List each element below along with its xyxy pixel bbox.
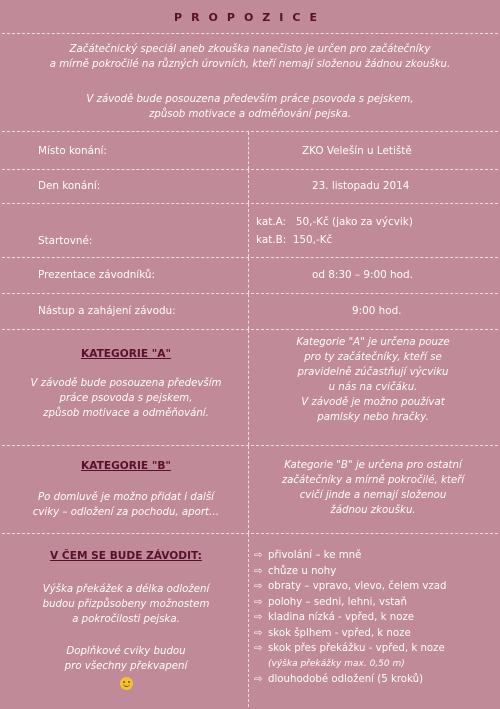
fee-label: Startovné:: [38, 235, 93, 247]
text-line: žádnou zkoušku.: [330, 505, 416, 516]
text-line: Kategorie "B" je určena pro ostatní: [284, 460, 462, 471]
arrow-right-icon: ⇨: [254, 565, 263, 577]
category-a-right-text: [250, 335, 496, 425]
arrow-right-icon: ⇨: [254, 627, 263, 639]
list-item: [254, 641, 446, 657]
category-b-title: KATEGORIE "B": [81, 460, 171, 472]
intro-paragraph-1: [12, 42, 488, 72]
place-label: Místo konání:: [38, 145, 107, 157]
arrow-right-icon: ⇨: [254, 581, 263, 592]
text-line: práce psovoda s pejskem,: [59, 393, 193, 404]
text-line: budou přizpůsobeny možnostem: [42, 599, 210, 610]
registration-value: od 8:30 – 9:00 hod.: [312, 269, 413, 281]
list-item: [254, 548, 446, 564]
intro-paragraph-2: [12, 92, 488, 122]
list-item: [254, 610, 446, 626]
list-item: [254, 595, 446, 611]
place-value: ZKO Velešín u Letiště: [302, 145, 412, 157]
info-row-fee: [2, 204, 498, 258]
events-left-text-1: [4, 582, 248, 627]
column-divider: [248, 330, 249, 445]
fee-value-a: kat.A: 50,-Kč (jako za výcvik): [256, 216, 413, 228]
list-item: [254, 564, 446, 580]
category-a-section: [2, 330, 498, 446]
text-line: cvičí jinde a nemají složenou: [299, 490, 447, 501]
list-item: [254, 672, 446, 688]
obstacle-height-note: (výška překážky max. 0,50 m): [268, 658, 405, 669]
category-b-right-text: [250, 458, 496, 518]
registration-label: Prezentace závodníků:: [38, 269, 155, 281]
page-title: PROPOZICE: [174, 11, 326, 24]
list-item-text: polohy – sedni, lehni, vstaň: [268, 596, 407, 608]
arrow-right-icon: ⇨: [254, 550, 263, 561]
intro-line: Začátečnický speciál aneb zkouška nanečisto je určen pro začátečníky: [69, 44, 431, 55]
arrow-right-icon: ⇨: [254, 674, 263, 685]
list-item: [254, 579, 446, 595]
column-divider: [248, 204, 249, 257]
fee-value-b: kat.B: 150,-Kč: [256, 234, 333, 246]
events-left-text-2: [4, 644, 248, 691]
events-title: V ČEM SE BUDE ZÁVODIT:: [50, 550, 202, 562]
text-line: pamlsky nebo hračky.: [317, 412, 429, 423]
info-row-start: [2, 294, 498, 330]
column-divider: [248, 170, 249, 203]
list-item-text: chůze u nohy: [268, 565, 337, 577]
text-line: Po domluvě je možno přidat i další: [37, 492, 214, 503]
column-divider: [248, 446, 249, 533]
events-list: [254, 548, 446, 688]
list-item: [254, 626, 446, 642]
text-line: Výška překážek a délka odložení: [42, 584, 210, 595]
text-line: pro všechny překvapení: [64, 661, 188, 672]
info-row-registration: [2, 258, 498, 294]
arrow-right-icon: ⇨: [254, 612, 263, 623]
info-row-place: [2, 132, 498, 170]
text-line: a pokročilosti pejska.: [72, 614, 180, 625]
date-label: Den konání:: [38, 180, 101, 192]
intro-line: V závodě bude posouzena především práce psovoda s pejskem,: [86, 94, 414, 105]
list-item-text: kladina nízká - vpřed, k noze: [268, 612, 415, 623]
smiley-icon: [120, 677, 133, 690]
column-divider: [248, 258, 249, 293]
text-line: Kategorie "A" je určena pouze: [296, 337, 450, 348]
column-divider: [248, 294, 249, 329]
list-item-text: skok šplhem - vpřed, k noze: [268, 627, 411, 639]
list-item-text: dlouhodobé odložení (5 kroků): [268, 674, 424, 685]
text-line: V závodě bude posouzena především: [30, 378, 222, 389]
text-line: pro ty začátečníky, kteří se: [304, 352, 442, 363]
intro-line: způsob motivace a odměňování pejska.: [149, 109, 351, 120]
text-line: začátečníky a mírně pokročilé, kteří: [281, 475, 465, 486]
text-line: cviky – odložení za pochodu, aport…: [32, 507, 220, 518]
column-divider: [248, 132, 249, 169]
category-b-left-text: [4, 490, 248, 520]
column-divider: [248, 534, 249, 707]
list-item-text: obraty – vpravo, vlevo, čelem vzad: [268, 581, 447, 592]
info-row-date: [2, 170, 498, 204]
text-line: V závodě je možno používat: [301, 397, 445, 408]
start-value: 9:00 hod.: [352, 305, 402, 317]
smiley-row: [4, 676, 248, 691]
text-line: u nás na cvičáku.: [328, 382, 418, 393]
intro-section: [2, 34, 498, 132]
list-item-text: přivolání – ke mně: [268, 550, 362, 561]
start-label: Nástup a zahájení závodu:: [38, 305, 176, 317]
text-line: způsob motivace a odměňování.: [43, 408, 209, 419]
category-a-title: KATEGORIE "A": [80, 348, 171, 360]
text-line: pravidelně zúčastňují výcviku: [297, 367, 449, 378]
category-a-left-text: [4, 376, 248, 421]
list-item-text: skok přes překážku - vpřed, k noze: [268, 643, 445, 654]
arrow-right-icon: ⇨: [254, 596, 263, 608]
date-value: 23. listopadu 2014: [312, 180, 410, 192]
category-b-section: [2, 446, 498, 534]
intro-line: a mírně pokročilé na různých úrovních, kteří nemají složenou žádnou zkoušku.: [49, 59, 451, 70]
title-row: [2, 2, 498, 34]
text-line: Doplňkové cviky budou: [66, 646, 186, 657]
arrow-right-icon: ⇨: [254, 643, 263, 654]
